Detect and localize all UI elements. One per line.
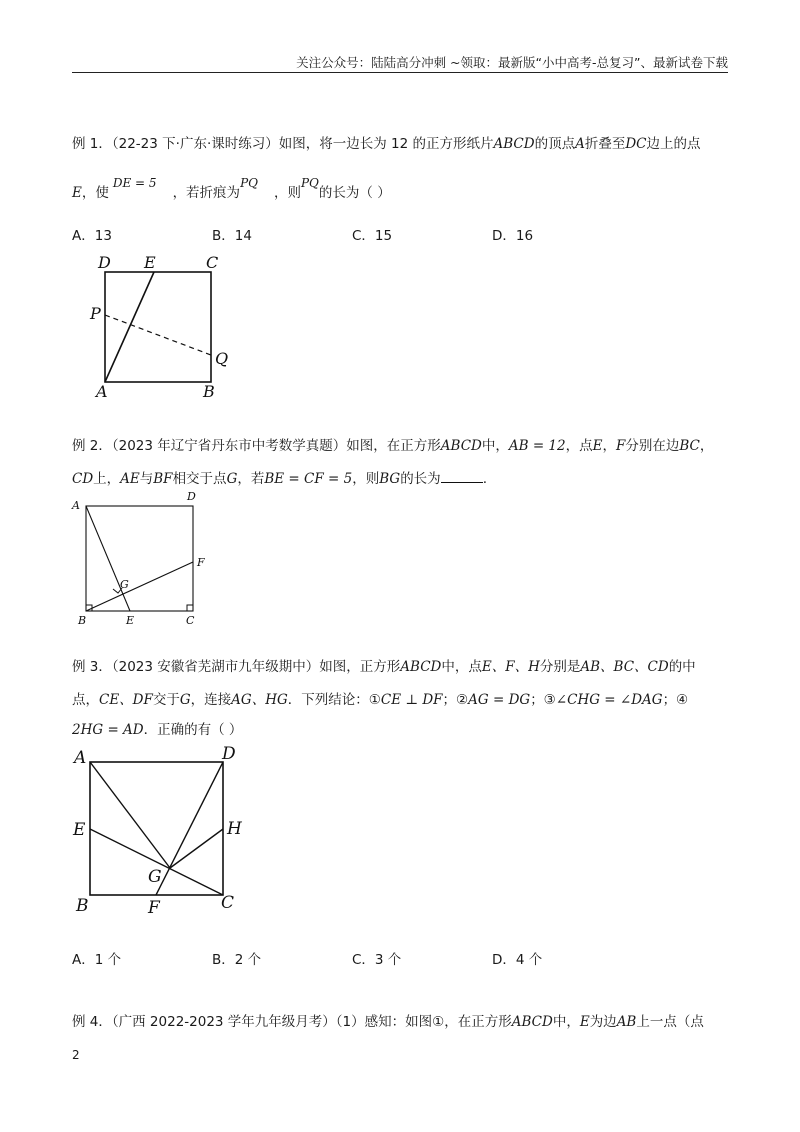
ex2-label-b: B: [78, 614, 87, 627]
ex3-label-f: F: [148, 898, 160, 918]
ex3-option-b: B．2 个: [212, 952, 262, 968]
ex1-label-p: P: [90, 304, 101, 323]
ex3-option-c: C．3 个: [352, 952, 402, 968]
ex1-label-b: B: [203, 382, 215, 401]
ex3-label-b: B: [76, 896, 89, 916]
ex3-label-h: H: [227, 819, 242, 839]
ex2-label-e: E: [126, 614, 135, 627]
ex1-line2: E，使DE = 5，若折痕为PQ，则PQ的长为（ ）: [72, 176, 391, 201]
ex3-segment-df: [156, 762, 223, 895]
ex1-option-c: C．15: [352, 228, 393, 244]
ex2-line1: 例 2．（2023 年辽宁省丹东市中考数学真题）如图，在正方形ABCD中，AB = 12，点E，F分别在边BC，: [72, 438, 714, 454]
ex2-line2: CD上，AE与BF相交于点G，若BE = CF = 5，则BG的长为 .: [72, 471, 487, 487]
ex2-label-d: D: [187, 490, 196, 503]
ex1-label-q: Q: [215, 349, 229, 368]
ex2-label-c: C: [186, 614, 195, 627]
ex3-label-e: E: [73, 820, 86, 840]
ex1-label-e: E: [144, 253, 156, 272]
ex1-option-b: B．14: [212, 228, 252, 244]
ex1-label-a: A: [96, 382, 108, 401]
ex3-label-g: G: [148, 867, 162, 887]
ex2-label-g: G: [120, 578, 129, 591]
ex3-label-d: D: [222, 744, 236, 764]
page-number: 2: [72, 1048, 80, 1062]
ex3-segment-hg: [170, 829, 223, 868]
ex1-option-d: D．16: [492, 228, 534, 244]
ex1-label-d: D: [98, 253, 111, 272]
ex3-line1: 例 3．（2023 安徽省芜湖市九年级期中）如图，正方形ABCD中，点E、F、H分别是AB、BC、CD的中: [72, 659, 696, 675]
page-header: 关注公众号：陆陆高分冲刺 ~领取：最新版“小中高考-总复习”、最新试卷下载: [296, 55, 728, 70]
ex2-label-f: F: [197, 556, 205, 569]
ex3-line3: 2HG = AD．正确的有（ ）: [72, 722, 243, 738]
ex3-segment-ag: [90, 762, 170, 868]
ex3-option-d: D．4 个: [492, 952, 543, 968]
ex3-line2: 点，CE、DF交于G，连接AG、HG．下列结论：①CE ⊥ DF；②AG = DG；③∠CHG = ∠DAG；④: [72, 692, 689, 708]
ex1-label-c: C: [206, 253, 219, 272]
ex3-option-a: A．1 个: [72, 952, 122, 968]
ex3-label-a: A: [74, 748, 87, 768]
ex2-label-a: A: [72, 499, 80, 512]
ex4-line1: 例 4．（广西 2022-2023 学年九年级月考）（1）感知：如图①，在正方形ABCD中，E为边AB上一点（点: [72, 1014, 704, 1030]
ex1-line1: 例 1．（22-23 下·广东·课时练习）如图，将一边长为 12 的正方形纸片ABCD的顶点A折叠至DC边上的点: [72, 136, 701, 152]
ex3-label-c: C: [221, 893, 235, 913]
ex1-option-a: A．13: [72, 228, 112, 244]
